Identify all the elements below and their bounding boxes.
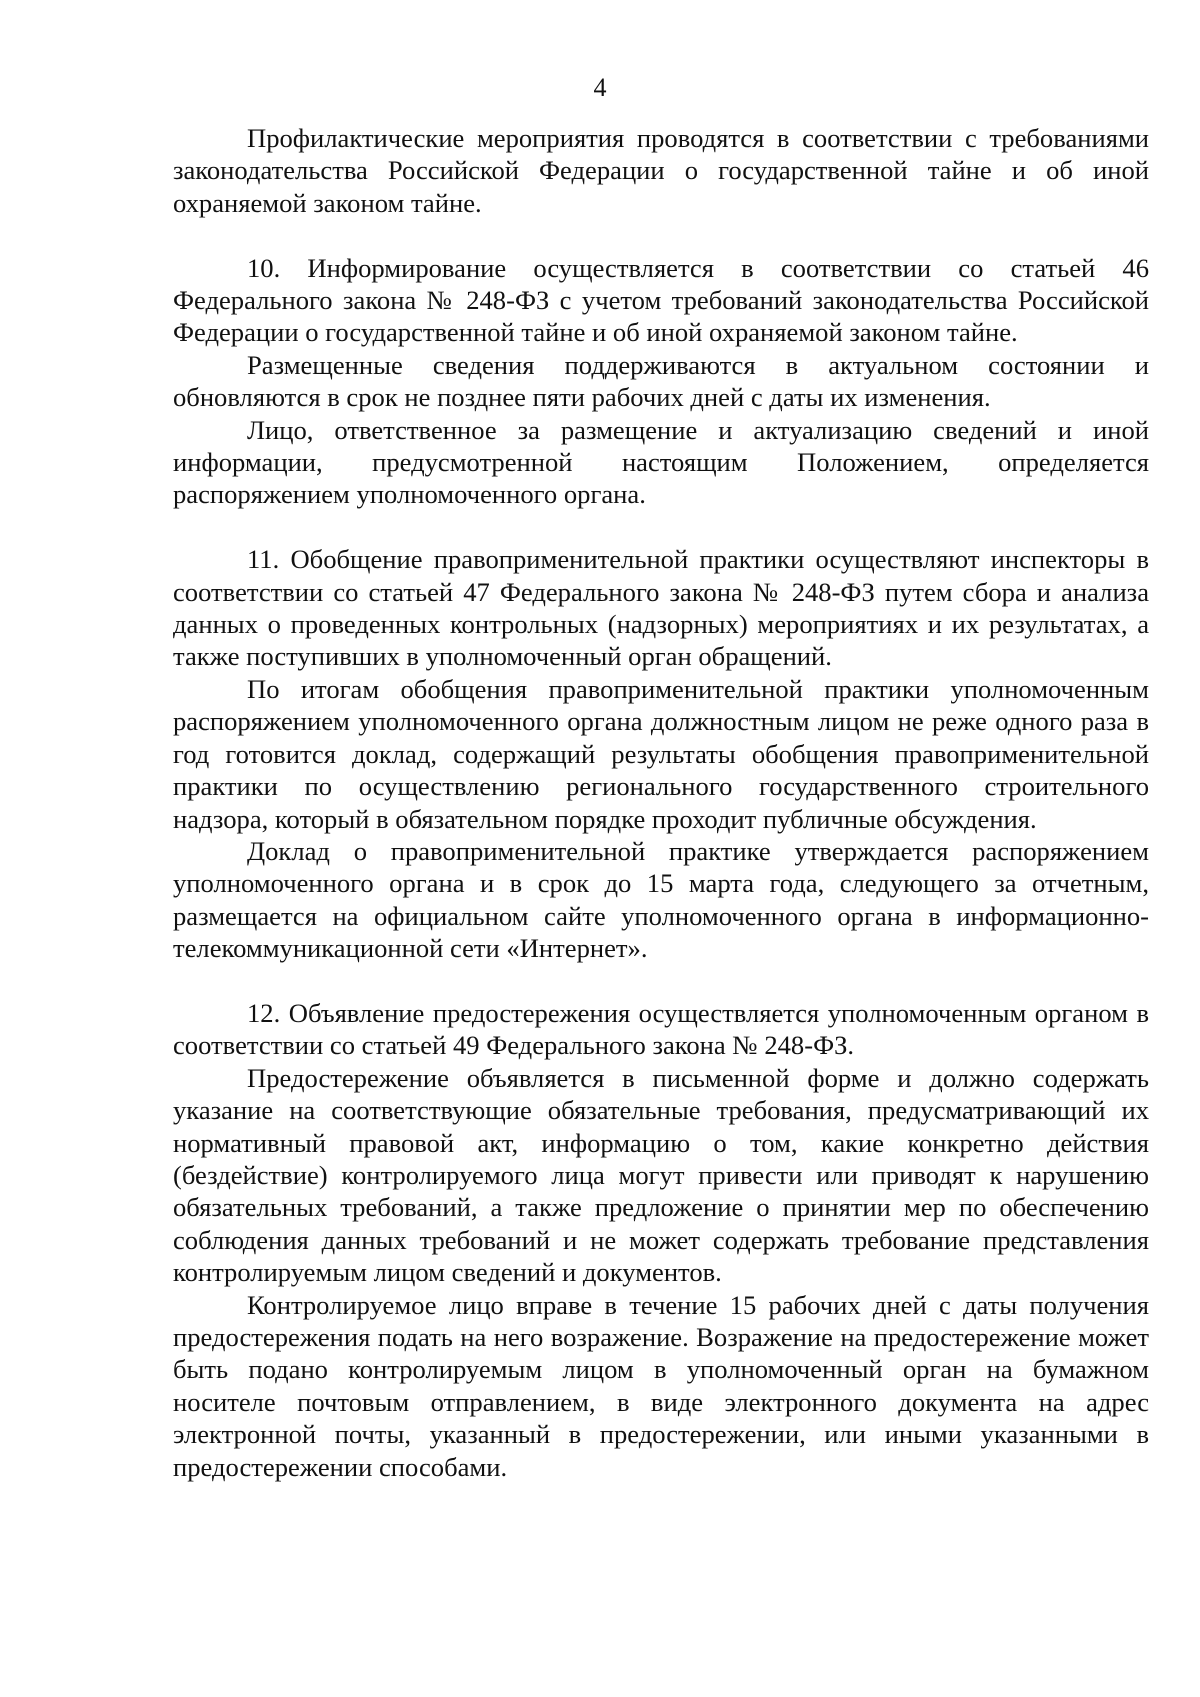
- paragraph-item-12-warning: 12. Объявление предостережения осуществляется уполномоченным органом в соответствии со статьей 49 Федерального закона № 248-ФЗ.: [173, 997, 1149, 1061]
- paragraph-annual-report: По итогам обобщения правоприменительной практики уполномоченным распоряжением уполномоченного органа должностным лицом не реже одного раза в год готовится доклад, содержащий результаты обобщения правоприменительной практики по осуществлению регионального государственного строительного надзора, который в обязательном порядке проходит публичные обсуждения.: [173, 673, 1149, 834]
- section-spacer: [173, 965, 1149, 997]
- paragraph-published-info-update: Размещенные сведения поддерживаются в актуальном состоянии и обновляются в срок не позднее пяти рабочих дней с даты их изменения.: [173, 349, 1149, 413]
- document-body: [173, 122, 1149, 1483]
- paragraph-preventive-measures: Профилактические мероприятия проводятся в соответствии с требованиями законодательства Российской Федерации о государственной тайне и об иной охраняемой законом тайне.: [173, 123, 1149, 218]
- paragraph-item-10-informing: 10. Информирование осуществляется в соответствии со статьей 46 Федерального закона № 248-ФЗ с учетом требований законодательства Российской Федерации о государственной тайне и об иной охраняемой законом тайне.: [173, 252, 1149, 348]
- paragraph-warning-form: Предостережение объявляется в письменной форме и должно содержать указание на соответствующие обязательные требования, предусматривающий их нормативный правовой акт, информацию о том, какие конкретно действия (бездействие) контролируемого лица могут привести или приводят к нарушению обязательных требований, а также предложение о принятии мер по обеспечению соблюдения данных требований и не может содержать требование представления контролируемым лицом сведений и документов.: [173, 1062, 1149, 1288]
- section-spacer: [173, 511, 1149, 543]
- page-number: 4: [593, 73, 607, 102]
- paragraph-responsible-person: Лицо, ответственное за размещение и актуализацию сведений и иной информации, предусмотренной настоящим Положением, определяется распоряжением уполномоченного органа.: [173, 414, 1149, 510]
- paragraph-report-approval: Доклад о правоприменительной практике утверждается распоряжением уполномоченного органа и в срок до 15 марта года, следующего за отчетным, размещается на официальном сайте уполномоченного органа в информационно-телекоммуникационной сети «Интернет».: [173, 835, 1149, 964]
- section-spacer: [173, 219, 1149, 251]
- paragraph-item-11-generalization: 11. Обобщение правоприменительной практики осуществляют инспекторы в соответствии со статьей 47 Федерального закона № 248-ФЗ путем сбора и анализа данных о проведенных контрольных (надзорных) мероприятиях и их результатах, а также поступивших в уполномоченный орган обращений.: [173, 544, 1149, 672]
- paragraph-objection: Контролируемое лицо вправе в течение 15 рабочих дней с даты получения предостережения подать на него возражение. Возражение на предостережение может быть подано контролируемым лицом в уполномоченный орган на бумажном носителе почтовым отправлением, в виде электронного документа на адрес электронной почты, указанный в предостережении, или иными указанными в предостережении способами.: [173, 1289, 1149, 1482]
